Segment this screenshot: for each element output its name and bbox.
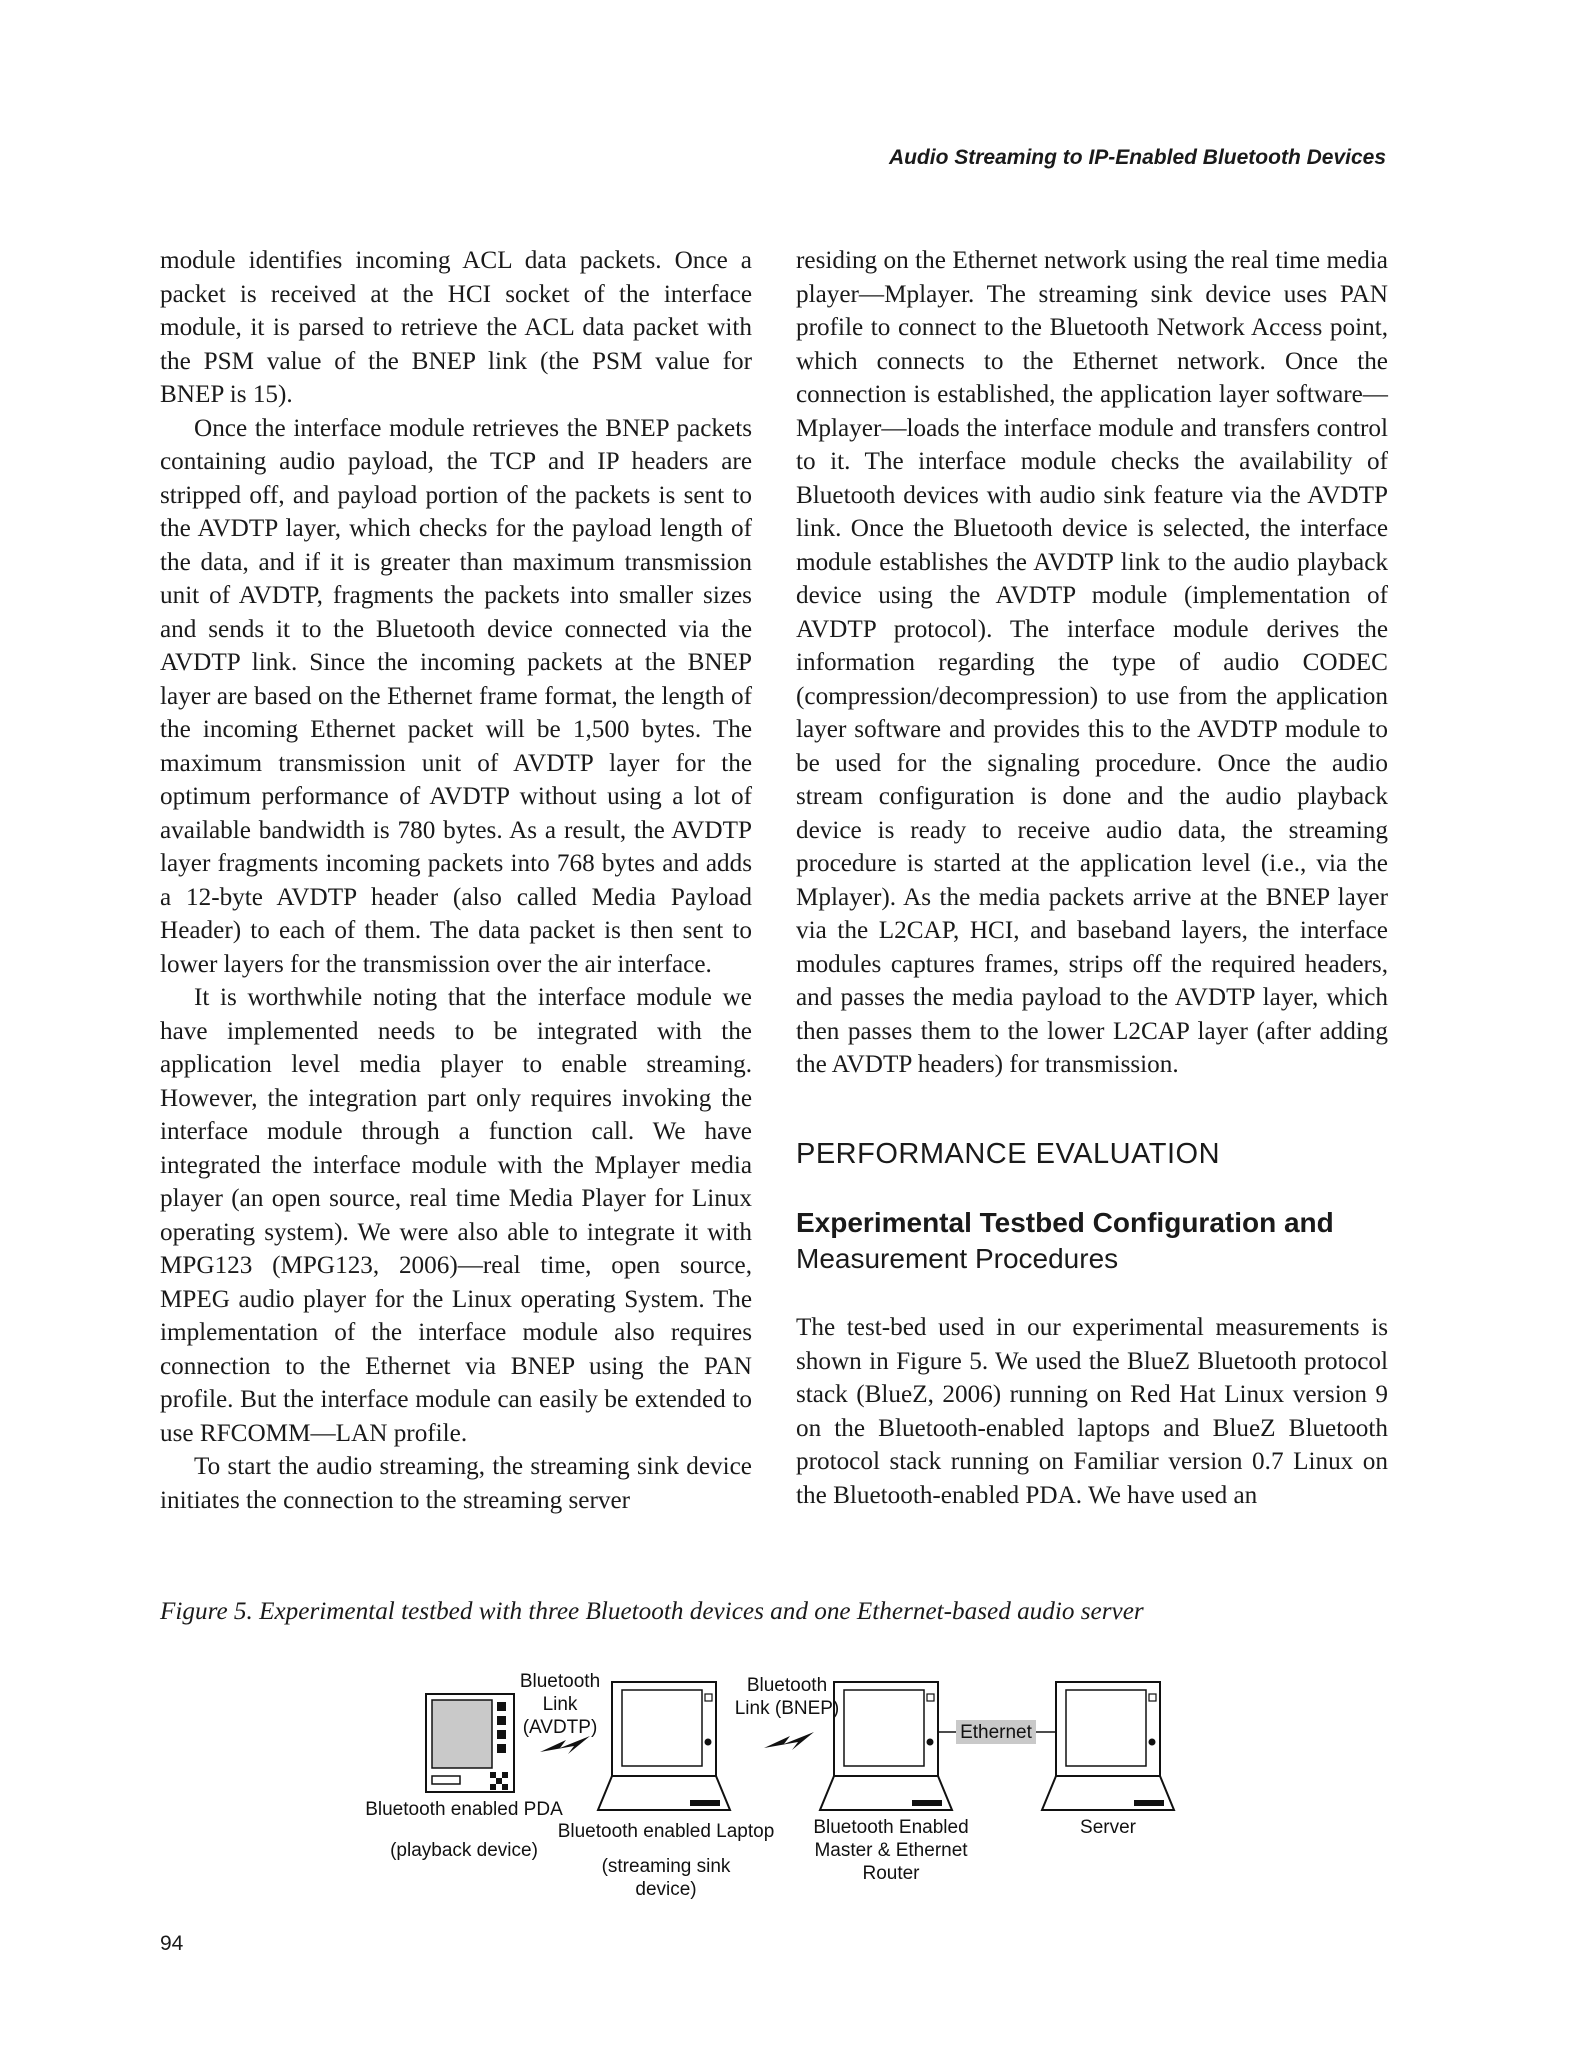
paragraph: module identifies incoming ACL data packets. Once a packet is received at the HCI socket of the interface module, it is parsed to retrieve the ACL data packet with the PSM value of the BNEP link (the PSM value for BNEP is 15). bbox=[160, 247, 752, 408]
figure-caption: Figure 5. Experimental testbed with three Bluetooth devices and one Ethernet-based audio server bbox=[160, 1598, 1144, 1625]
wireless-bolt-bnep bbox=[764, 1732, 814, 1750]
page-number: 94 bbox=[160, 1932, 184, 1955]
right-column bbox=[796, 244, 1388, 1512]
subsection-heading-line-2: Measurement Procedures bbox=[796, 1243, 1119, 1274]
bnep-link-label: Bluetooth Link (BNEP) bbox=[734, 1675, 840, 1719]
router-label: Bluetooth Enabled Master & Ethernet Router bbox=[813, 1817, 969, 1884]
paragraph: Once the interface module retrieves the BNEP packets containing audio payload, the TCP and IP headers are stripped off, and payload portion of the packets is sent to the AVDTP layer, which checks for the payload length of the data, and if it is greater than maximum transmission unit of AVDTP, fragments the packets into smaller sizes and sends it to the Bluetooth device connected via the AVDTP link. Since the incoming packets at the BNEP layer are based on the Ethernet frame format, the length of the incoming Ethernet packet will be 1,500 bytes. The maximum transmission unit of AVDTP layer for the optimum performance of AVDTP without using a lot of available bandwidth is 780 bytes. As a result, the AVDTP layer fragments incoming packets into 768 bytes and adds a 12-byte AVDTP header (also called Media Payload Header) to each of them. The data packet is then sent to lower layers for the transmission over the air interface. bbox=[160, 414, 752, 978]
paragraph: To start the audio streaming, the streaming sink device initiates the connection to the streaming server bbox=[160, 1453, 752, 1514]
laptop-icon bbox=[598, 1682, 730, 1810]
subsection-heading bbox=[796, 1205, 1388, 1277]
server-icon bbox=[1042, 1682, 1174, 1810]
avdtp-link-label: Bluetooth Link (AVDTP) bbox=[519, 1671, 601, 1738]
left-column bbox=[160, 244, 752, 1517]
paragraph: It is worthwhile noting that the interface module we have implemented needs to be integrated with the application level media player to enable streaming. However, the integration part only requires invoking the interface module through a function call. We have integrated the interface module with the Mplayer media player (an open source, real time Media Player for Linux operating system). We were also able to integrate it with MPG123 (MPG123, 2006)—real time, open source, MPEG audio player for the Linux operating System. The implementation of the interface module also requires connection to the Ethernet via BNEP using the PAN profile. But the interface module can easily be extended to use RFCOMM—LAN profile. bbox=[160, 984, 752, 1447]
laptop-label: Bluetooth enabled Laptop (streaming sink device) bbox=[557, 1821, 775, 1900]
pda-icon bbox=[426, 1694, 514, 1792]
subsection-heading-line-1: Experimental Testbed Configuration and bbox=[796, 1207, 1334, 1238]
running-title: Audio Streaming to IP-Enabled Bluetooth Devices bbox=[888, 146, 1386, 169]
section-heading: PERFORMANCE EVALUATION bbox=[796, 1137, 1221, 1170]
server-label: Server bbox=[1080, 1817, 1136, 1838]
ethernet-label: Ethernet bbox=[960, 1722, 1032, 1743]
testbed-diagram bbox=[0, 1660, 1592, 1920]
paragraph: residing on the Ethernet network using the real time media player—Mplayer. The streaming sink device uses PAN profile to connect to the Bluetooth Network Access point, which connects to the Ethernet network. Once the connection is established, the application layer software—Mplayer—loads the interface module and transfers control to it. The interface module checks the availability of Bluetooth devices with audio sink feature via the AVDTP link. Once the Bluetooth device is selected, the interface module establishes the AVDTP link to the audio playback device using the AVDTP module (implementation of AVDTP protocol). The interface module derives the information regarding the type of audio CODEC (compression/decompression) to use from the application layer software and provides this to the AVDTP module to be used for the signaling procedure. Once the audio stream configuration is done and the audio playback device is ready to receive audio data, the streaming procedure is started at the application level (i.e., via the Mplayer). As the media packets arrive at the BNEP layer via the L2CAP, HCI, and baseband layers, the interface modules captures frames, strips off the required headers, and passes the media payload to the AVDTP layer, which then passes them to the lower L2CAP layer (after adding the AVDTP headers) for transmission. bbox=[796, 247, 1388, 1078]
paragraph: The test-bed used in our experimental measurements is shown in Figure 5. We used the BlueZ Bluetooth protocol stack (BlueZ, 2006) running on Red Hat Linux version 9 on the Bluetooth-enabled laptops and BlueZ Bluetooth protocol stack running on Familiar version 0.7 Linux on the Bluetooth-enabled PDA. We have used an bbox=[796, 1314, 1388, 1509]
pda-label: Bluetooth enabled PDA (playback device) bbox=[365, 1799, 563, 1861]
